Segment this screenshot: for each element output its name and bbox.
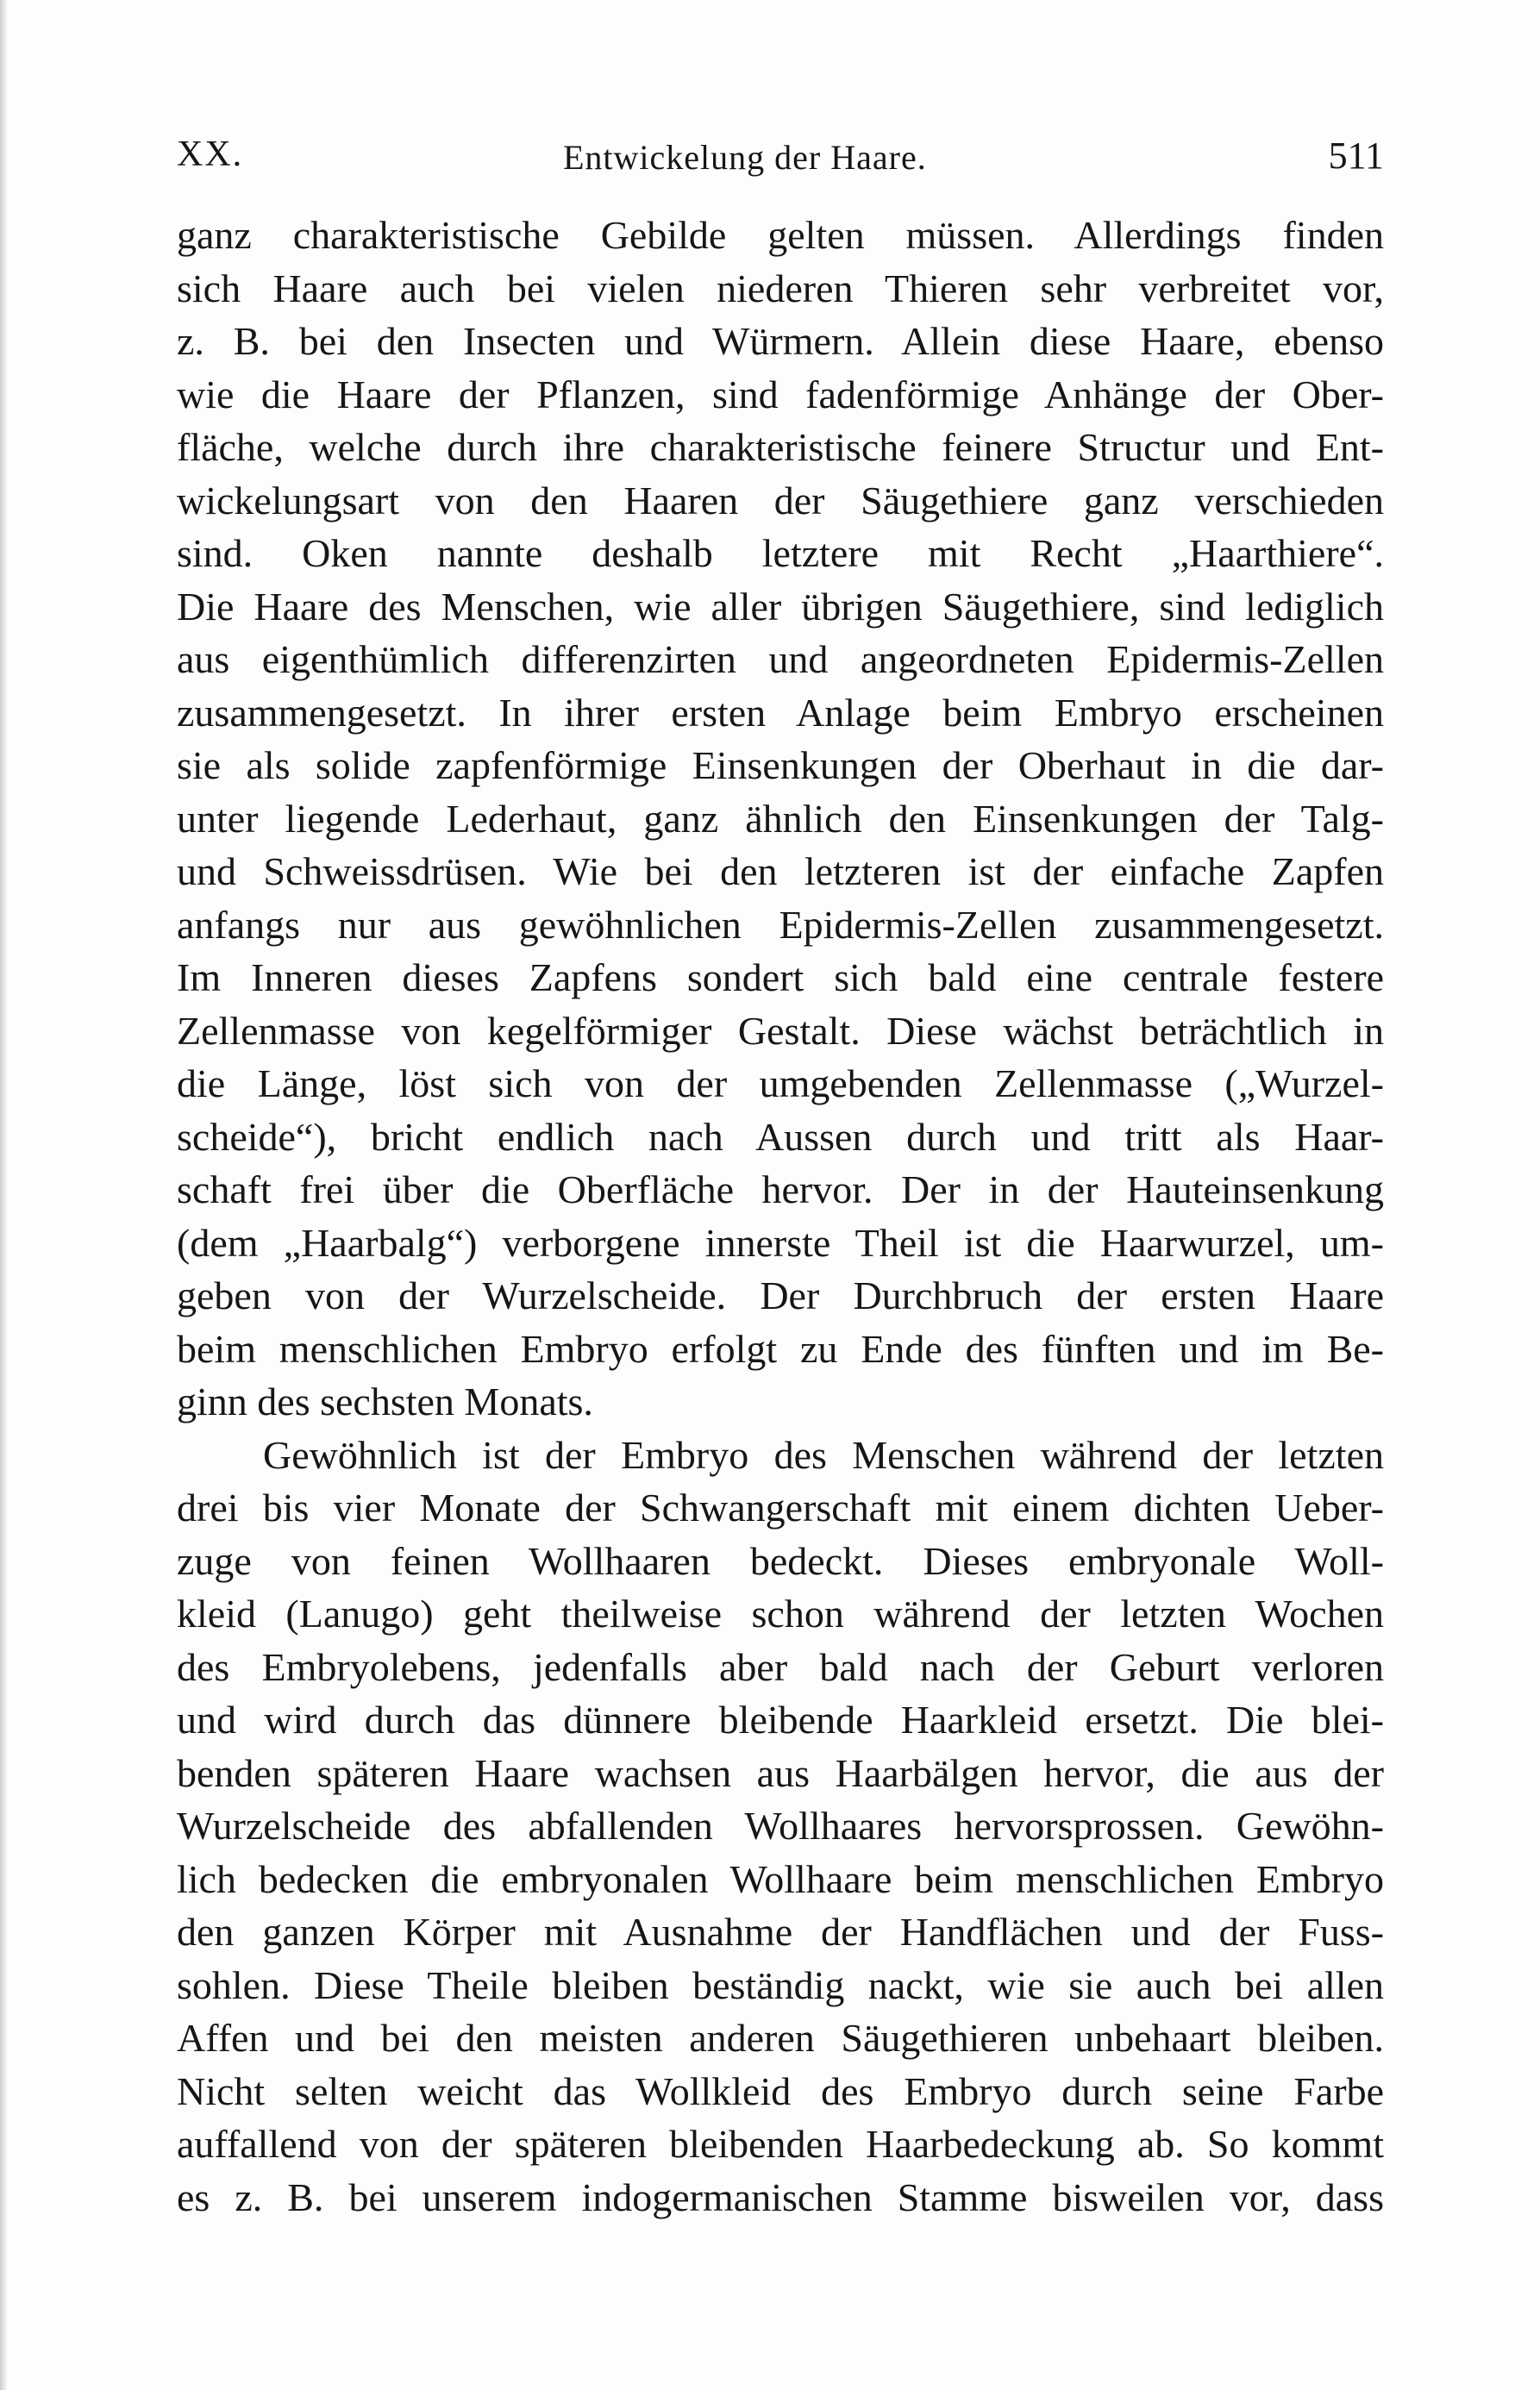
text-line: sohlen. Diese Theile bleiben beständig nackt, wie sie auch bei allen [177, 1962, 1384, 2007]
text-line: auffallend von der späteren bleibenden Haarbedeckung ab. So kommt [177, 2122, 1384, 2166]
text-line: aus eigenthümlich differenzirten und angeordneten Epidermis-Zellen [177, 637, 1384, 681]
paragraph [177, 209, 1384, 1429]
text-line: kleid (Lanugo) geht theilweise schon während der letzten Wochen [177, 1592, 1384, 1636]
text-line: und wird durch das dünnere bleibende Haarkleid ersetzt. Die blei- [177, 1698, 1384, 1742]
page-number: 511 [1328, 135, 1384, 177]
text-line: sich Haare auch bei vielen niederen Thieren sehr verbreitet vor, [177, 266, 1384, 310]
text-line: es z. B. bei unserem indogermanischen Stamme bisweilen vor, dass [177, 2174, 1384, 2219]
text-line: sie als solide zapfenförmige Einsenkungen der Oberhaut in die dar- [177, 743, 1384, 787]
text-line: Nicht selten weicht das Wollkleid des Embryo durch seine Farbe [177, 2068, 1384, 2113]
text-line: lich bedecken die embryonalen Wollhaare beim menschlichen Embryo [177, 1856, 1384, 1901]
text-line: ganz charakteristische Gebilde gelten müssen. Allerdings finden [177, 213, 1384, 257]
running-title: Entwickelung der Haare. [563, 138, 927, 177]
text-line: den ganzen Körper mit Ausnahme der Handflächen und der Fuss- [177, 1910, 1384, 1954]
page-edge [0, 0, 7, 2390]
text-line: schaft frei über die Oberfläche hervor. Der in der Hauteinsenkung [177, 1167, 1384, 1211]
text-line: scheide“), bricht endlich nach Aussen durch und tritt als Haar- [177, 1114, 1384, 1159]
section-number: XX. [177, 135, 244, 174]
text-line: ginn des sechsten Monats. [177, 1380, 593, 1423]
text-line: z. B. bei den Insecten und Würmern. Allein diese Haare, ebenso [177, 319, 1384, 363]
text-line: fläche, welche durch ihre charakteristische feinere Structur und Ent- [177, 425, 1384, 469]
text-line: des Embryolebens, jedenfalls aber bald nach der Geburt verloren [177, 1644, 1384, 1689]
text-line: zuge von feinen Wollhaaren bedeckt. Dieses embryonale Woll- [177, 1538, 1384, 1583]
text-line: drei bis vier Monate der Schwangerschaft mit einem dichten Ueber- [177, 1486, 1384, 1530]
text-line: Im Inneren dieses Zapfens sondert sich bald eine centrale festere [177, 955, 1384, 999]
text-line: beim menschlichen Embryo erfolgt zu Ende des fünften und im Be- [177, 1326, 1384, 1371]
text-line: die Länge, löst sich von der umgebenden Zellenmasse („Wurzel- [177, 1061, 1384, 1105]
text-line: Wurzelscheide des abfallenden Wollhaares hervorsprossen. Gewöhn- [177, 1804, 1384, 1848]
paragraph [177, 1429, 1384, 2224]
text-line: Gewöhnlich ist der Embryo des Menschen während der letzten [263, 1432, 1384, 1477]
text-line: anfangs nur aus gewöhnlichen Epidermis-Zellen zusammengesetzt. [177, 902, 1384, 947]
text-line: wie die Haare der Pflanzen, sind fadenförmige Anhänge der Ober- [177, 372, 1384, 416]
body-text [177, 209, 1384, 2224]
text-line: wickelungsart von den Haaren der Säugethiere ganz verschieden [177, 478, 1384, 522]
text-line: Die Haare des Menschen, wie aller übrigen Säugethiere, sind lediglich [177, 584, 1384, 629]
text-line: sind. Oken nannte deshalb letztere mit Recht „Haarthiere“. [177, 531, 1384, 575]
text-line: benden späteren Haare wachsen aus Haarbälgen hervor, die aus der [177, 1750, 1384, 1795]
text-line: unter liegende Lederhaut, ganz ähnlich den Einsenkungen der Talg- [177, 796, 1384, 841]
running-head [177, 134, 1384, 194]
text-line: zusammengesetzt. In ihrer ersten Anlage beim Embryo erscheinen [177, 690, 1384, 735]
text-line: geben von der Wurzelscheide. Der Durchbruch der ersten Haare [177, 1273, 1384, 1317]
text-line: und Schweissdrüsen. Wie bei den letzteren ist der einfache Zapfen [177, 849, 1384, 893]
text-line: (dem „Haarbalg“) verborgene innerste Theil ist die Haarwurzel, um- [177, 1220, 1384, 1265]
text-line: Affen und bei den meisten anderen Säugethieren unbehaart bleiben. [177, 2016, 1384, 2060]
text-line: Zellenmasse von kegelförmiger Gestalt. Diese wächst beträchtlich in [177, 1008, 1384, 1053]
